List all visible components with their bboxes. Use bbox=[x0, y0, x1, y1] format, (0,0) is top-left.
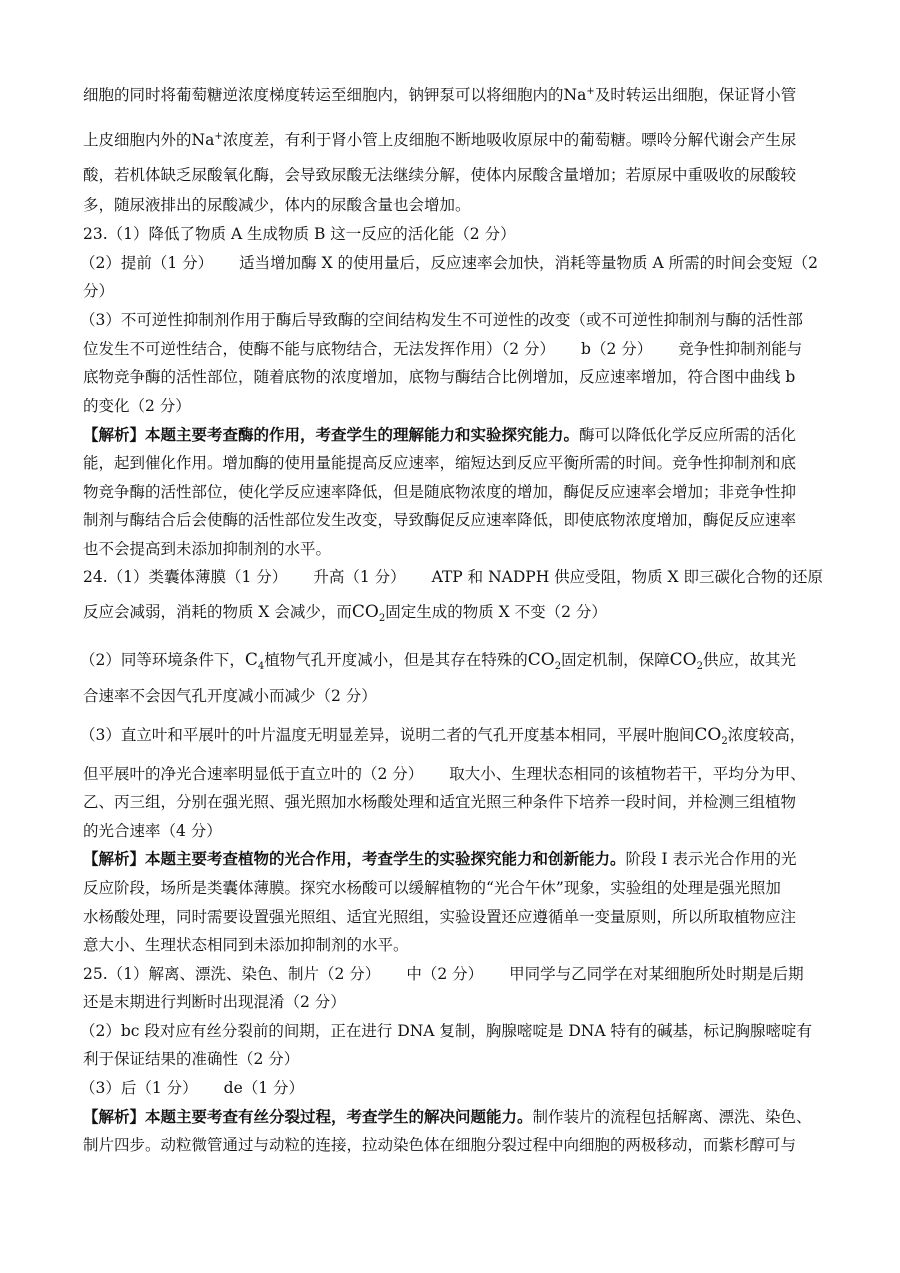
text-line bbox=[83, 763, 823, 785]
text-span: （3）后（1 分） bbox=[80, 1079, 198, 1097]
text-span: 反应会减弱，消耗的物质 X 会减少，而 bbox=[83, 603, 352, 621]
text-line: 的变化（2 分） bbox=[83, 397, 191, 415]
text-span: （3）直立叶和平展叶的叶片温度无明显差异，说明二者的气孔开度基本相同，平展叶胞间 bbox=[80, 726, 695, 744]
text-span: 上皮细胞内外的Na bbox=[83, 131, 215, 149]
text-line: 反应阶段，场所是类囊体薄膜。探究水杨酸可以缓解植物的“光合午休”现象，实验组的处理是强光照加 bbox=[83, 879, 781, 897]
analysis-heading: 【解析】本题主要考查有丝分裂过程，考查学生的解决问题能力。 bbox=[83, 1107, 533, 1126]
co2-formula: CO bbox=[351, 602, 379, 622]
text-span: 甲同学与乙同学在对某细胞所处时期是后期 bbox=[509, 965, 804, 983]
text-line bbox=[83, 129, 823, 151]
text-line: 多，随尿液排出的尿酸减少，体内的尿酸含量也会增加。 bbox=[83, 196, 471, 214]
analysis-24 bbox=[83, 848, 823, 870]
text-span: 植物气孔开度减小，但是其存在特殊的 bbox=[264, 651, 528, 669]
question-25-answer-1 bbox=[83, 963, 823, 985]
question-23-answer-1: 23.（1）降低了物质 A 生成物质 B 这一反应的活化能（2 分） bbox=[83, 225, 516, 243]
text-span: 25.（1）解离、漂洗、染色、制片（2 分） bbox=[83, 965, 381, 983]
co2-formula: CO bbox=[527, 650, 555, 670]
analysis-heading: 【解析】本题主要考查酶的作用，考查学生的理解能力和实验探究能力。 bbox=[83, 425, 580, 444]
subscript: 2 bbox=[378, 613, 386, 625]
subscript: 4 bbox=[257, 661, 265, 673]
text-line: 能，起到催化作用。增加酶的使用量能提高反应速率，缩短达到反应平衡所需的时间。竞争性抑制剂和底 bbox=[83, 454, 797, 472]
text-span: 位发生不可逆性结合，使酶不能与底物结合，无法发挥作用）（2 分） bbox=[83, 340, 556, 358]
text-span: de（1 分） bbox=[223, 1079, 305, 1097]
text-line: 乙、丙三组，分别在强光照、强光照加水杨酸处理和适宜光照三种条件下培养一段时间，并检测三组植物 bbox=[83, 793, 797, 811]
text-span: （2）同等环境条件下， bbox=[80, 651, 245, 669]
text-span: 浓度差，有利于肾小管上皮细胞不断地吸收原尿中的葡萄糖。嘌呤分解代谢会产生尿 bbox=[222, 131, 797, 149]
superscript: + bbox=[214, 130, 223, 142]
text-line: 利于保证结果的准确性（2 分） bbox=[83, 1050, 300, 1068]
text-span: 竞争性抑制剂能与 bbox=[678, 340, 803, 358]
c4-formula: C bbox=[244, 650, 258, 670]
subscript: 2 bbox=[554, 661, 562, 673]
question-23-answer-3: （3）不可逆性抑制剂作用于酶后导致酶的空间结构发生不可逆性的改变（或不可逆性抑制剂与酶的活性部 bbox=[80, 311, 803, 329]
text-span: 细胞的同时将葡萄糖逆浓度梯度转运至细胞内，钠钾泵可以将细胞内的Na bbox=[83, 86, 587, 104]
text-span: 阶段 Ⅰ 表示光合作用的光 bbox=[625, 850, 797, 868]
text-line: 还是末期进行判断时出现混淆（2 分） bbox=[83, 993, 346, 1011]
superscript: + bbox=[586, 85, 595, 97]
question-24-answer-1 bbox=[83, 566, 823, 588]
co2-formula: CO bbox=[694, 725, 722, 745]
text-line bbox=[83, 601, 823, 623]
text-span: 供应，故其光 bbox=[702, 651, 796, 669]
text-line: 制剂与酶结合后会使酶的活性部位发生改变，导致酶促反应速率降低，即使底物浓度增加，酶促反应速率 bbox=[83, 511, 797, 529]
question-24-answer-3 bbox=[80, 724, 820, 746]
co2-formula: CO bbox=[669, 650, 697, 670]
question-23-answer-2 bbox=[80, 252, 820, 274]
question-24-answer-2 bbox=[80, 649, 820, 671]
text-line: 也不会提高到未添加抑制剂的水平。 bbox=[83, 540, 332, 558]
text-line: 底物竞争酶的活性部位，随着底物的浓度增加，底物与酶结合比例增加，反应速率增加，符合图中曲线 b bbox=[83, 368, 796, 386]
text-line: 物竞争酶的活性部位，使化学反应速率降低，但是随底物浓度的增加，酶促反应速率会增加；非竞争性抑 bbox=[83, 483, 797, 501]
analysis-25 bbox=[83, 1106, 823, 1128]
text-span: 固定机制，保障 bbox=[561, 651, 670, 669]
text-span: 24.（1）类囊体薄膜（1 分） bbox=[83, 568, 288, 586]
question-25-answer-2: （2）bc 段对应有丝分裂前的间期，正在进行 DNA 复制，胸腺嘧啶是 DNA 特有的碱基，标记胸腺嘧啶有 bbox=[80, 1022, 812, 1040]
analysis-23 bbox=[83, 424, 823, 446]
text-span: 制作装片的流程包括解离、漂洗、染色、 bbox=[532, 1108, 812, 1126]
question-25-answer-3 bbox=[80, 1077, 820, 1099]
text-span: 升高（1 分） bbox=[313, 568, 406, 586]
text-line: 意大小、生理状态相同到未添加抑制剂的水平。 bbox=[83, 936, 409, 954]
text-span: 固定生成的物质 X 不变（2 分） bbox=[385, 603, 607, 621]
text-line bbox=[83, 338, 823, 360]
text-line: 制片四步。动粒微管通过与动粒的连接，拉动染色体在细胞分裂过程中向细胞的两极移动，而紫杉醇可与 bbox=[83, 1136, 797, 1154]
text-span: 酶可以降低化学反应所需的活化 bbox=[579, 426, 797, 444]
analysis-heading: 【解析】本题主要考查植物的光合作用，考查学生的实验探究能力和创新能力。 bbox=[83, 849, 626, 868]
text-span: （2）提前（1 分） bbox=[80, 254, 214, 272]
text-span: ATP 和 NADPH 供应受阻，物质 X 即三碳化合物的还原 bbox=[431, 568, 824, 586]
text-span: b（2 分） bbox=[581, 340, 653, 358]
text-line bbox=[83, 84, 823, 106]
text-line: 的光合速率（4 分） bbox=[83, 822, 222, 840]
text-line: 分） bbox=[83, 282, 115, 300]
text-span: 取大小、生理状态相同的该植物若干，平均分为甲、 bbox=[449, 765, 806, 783]
text-span: 但平展叶的净光合速率明显低于直立叶的（2 分） bbox=[83, 765, 424, 783]
subscript: 2 bbox=[721, 736, 728, 748]
text-span: 适当增加酶 X 的使用量后，反应速率会加快，消耗等量物质 A 所需的时间会变短（2 bbox=[239, 254, 818, 272]
text-span: 中（2 分） bbox=[406, 965, 484, 983]
text-span: 及时转运出细胞，保证肾小管 bbox=[594, 86, 797, 104]
subscript: 2 bbox=[696, 661, 703, 673]
text-line: 酸，若机体缺乏尿酸氧化酶，会导致尿酸无法继续分解，使体内尿酸含量增加；若原尿中重吸收的尿酸较 bbox=[83, 166, 797, 184]
text-line: 合速率不会因气孔开度减小而减少（2 分） bbox=[83, 687, 377, 705]
text-line: 水杨酸处理，同时需要设置强光照组、适宜光照组，实验设置还应遵循单一变量原则，所以所取植物应注 bbox=[83, 908, 797, 926]
text-span: 浓度较高， bbox=[727, 726, 806, 744]
